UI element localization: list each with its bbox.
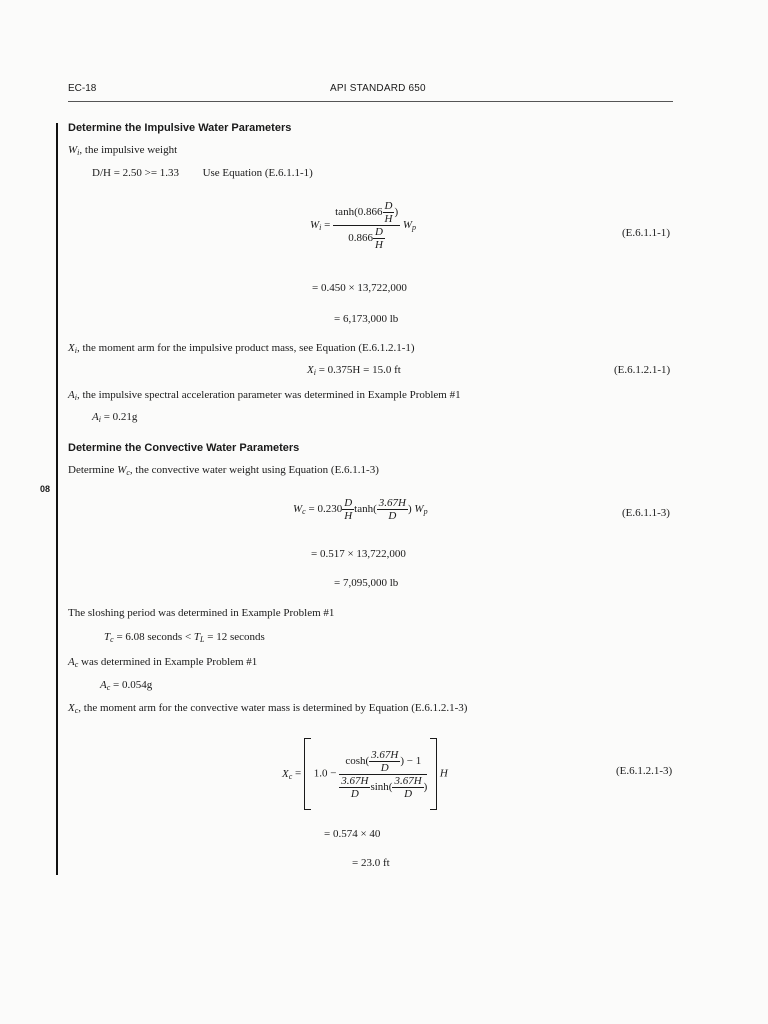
wc-arg: 3.67H <box>378 497 406 509</box>
tc-text: = 6.08 seconds < <box>113 631 194 643</box>
convective-heading: Determine the Convective Water Parameters <box>68 442 300 454</box>
wi-intro-line: $W_i$, the impulsive weight <box>68 144 178 157</box>
wi-equation: $W_i$ = tanh(0.866 $\frac{D}{H}$ ) 0.866 $\frac{D}{H}$ $W_p$ <box>310 200 417 251</box>
wc-coef: 0.230 <box>317 503 343 516</box>
header-page-number: EC-18 <box>68 83 97 94</box>
xc-equation: $X_c = 1.0$ − cosh( $\frac{3.67H}{D}$ ) − 1 $\frac{3.67H}{D}$ sinh( $\frac{3.67H}{D}$ ) H <box>282 738 448 810</box>
revision-mark: 08 <box>40 484 51 494</box>
wc-equation: $W_c = 0.230$ $\frac{D}{H}$ tanh( $\frac{3.67H}{D}$ ) $W_p$ <box>293 497 428 522</box>
eq-number-xi: (E.6.1.2.1-1) <box>614 364 671 376</box>
xc-result-2: = 23.0 ft <box>352 857 390 869</box>
tc-line: $T_c = 6.08$ seconds < $T_L = 12$ seconds <box>104 631 265 644</box>
coef-num: 0.866 <box>357 206 383 219</box>
ac-intro-line: $A_c$ was determined in Example Problem #1 <box>68 656 258 669</box>
ac-value-text: = 0.054g <box>110 679 153 691</box>
wc-result-2: = 7,095,000 lb <box>334 577 399 589</box>
eq-number-1-text: E.6.1.1-1 <box>625 227 667 239</box>
ai-value: $A_i = 0.21g$ <box>92 411 138 424</box>
tl-text: = 12 seconds <box>204 631 265 643</box>
xi-intro-text: , the moment arm for the impulsive product mass, see Equation (E.6.1.2.1-1) <box>76 342 415 354</box>
change-bar <box>56 123 58 875</box>
impulsive-heading: Determine the Impulsive Water Parameters <box>68 122 292 134</box>
dh-ratio: D/H = 2.50 >= 1.33 <box>92 167 180 179</box>
wc-intro-line: Determine $W_c$, the convective water weight using Equation (E.6.1.1-3) <box>68 464 379 477</box>
dh-equation-ref: Use Equation (E.6.1.1-1) <box>202 167 313 179</box>
wi-fraction: tanh(0.866 $\frac{D}{H}$ ) 0.866 $\frac{D}{H}$ <box>335 200 399 251</box>
eq-number-xc: (E.6.1.2.1-3) <box>616 765 673 777</box>
slosh-line: The sloshing period was determined in Example Problem #1 <box>68 607 335 619</box>
ac-value: $A_c = 0.054g$ <box>100 679 153 692</box>
xi-intro-line: $X_i$, the moment arm for the impulsive product mass, see Equation (E.6.1.2.1-1) <box>68 342 415 355</box>
xc-result-1: = 0.574 × 40 <box>324 828 381 840</box>
wi-intro-text: , the impulsive weight <box>79 144 178 156</box>
xi-equation-text: = 0.375H = 15.0 ft <box>315 364 401 376</box>
xc-fraction: cosh( $\frac{3.67H}{D}$ ) − 1 $\frac{3.67H}{D}$ sinh( $\frac{3.67H}{D}$ ) <box>341 748 428 800</box>
eq-number-wc: (E.6.1.1-3) <box>622 507 670 519</box>
wi-result-1: = 0.450 × 13,722,000 <box>312 282 407 294</box>
xi-equation: $X_i = 0.375H = 15.0$ ft <box>307 364 401 377</box>
dh-line <box>92 167 313 179</box>
wc-result-1: = 0.517 × 13,722,000 <box>311 548 406 560</box>
xc-intro-line: $X_c$, the moment arm for the convective water mass is determined by Equation (E.6.1.2.1-3) <box>68 702 468 715</box>
ai-intro-text: , the impulsive spectral acceleration parameter was determined in Example Problem #1 <box>76 389 461 401</box>
xc-intro-text: , the moment arm for the convective water mass is determined by Equation (E.6.1.2.1-3) <box>78 702 468 714</box>
header-rule <box>68 101 673 102</box>
wc-intro-a: Determine <box>68 464 118 476</box>
tanh-label: tanh <box>335 206 355 219</box>
ai-value-text: = 0.21g <box>100 411 138 423</box>
ai-intro-line: $A_i$, the impulsive spectral acceleration parameter was determined in Example Problem #1 <box>68 389 461 402</box>
wc-intro-b: , the convective water weight using Equation (E.6.1.1-3) <box>129 464 379 476</box>
header-title: API STANDARD 650 <box>330 83 426 94</box>
coef-den: 0.866 <box>348 232 374 245</box>
eq-number-1: (E.6.1.1-1) <box>622 227 670 239</box>
wi-result-2: = 6,173,000 lb <box>334 313 399 325</box>
ac-intro-text: was determined in Example Problem #1 <box>78 656 258 668</box>
